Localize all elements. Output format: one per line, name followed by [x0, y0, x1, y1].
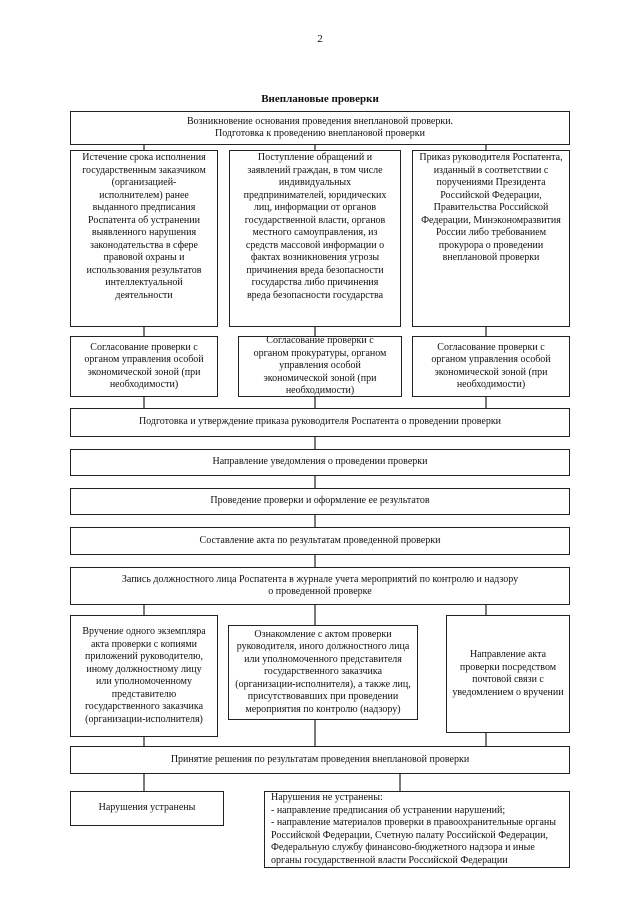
resolved-text: Нарушения устранены — [98, 802, 196, 814]
ground-appeals-text: Поступление обращений и заявлений граждан, в том числе индивидуальных предпринимателей, юридических лиц, информации от органов государственной власти, органов местного самоуправления, из средств массовой информации о фактах возникновения угрозы причинения вреда безопасности государства либо причинения вреда безопасности государства — [243, 152, 387, 301]
notice-text: Направление уведомления о проведении проверки — [212, 456, 428, 468]
conduct-box — [70, 488, 570, 515]
record-box — [70, 567, 570, 605]
deliver-inperson-text: Вручение одного экземпляра акта проверки с копиями приложений руководителю, иному должностному лицу или уполномоченному представителю государственного заказчика (организации-исполнителя) — [82, 626, 206, 725]
agree-prosecutor-box — [238, 336, 402, 397]
agree-sez-box-2 — [412, 336, 570, 397]
agree-prosecutor-text: Согласование проверки с органом прокуратуры, органом управления особой экономической зоной (при необходимости) — [253, 335, 387, 397]
ground-order-text: Приказ руководителя Роспатента, изданный в соответствии с поручениями Президента Российской Федерации, Правительства Российской Федерации, Минэкономразвития России либо требованием прокурора о проведении внеплановой проверки — [419, 152, 563, 263]
act-text: Составление акта по результатам проведенной проверки — [199, 534, 441, 546]
deliver-mail-box — [446, 615, 570, 733]
deliver-inperson-box — [70, 615, 218, 737]
agree-sez-text-2: Согласование проверки с органом управления особой экономической зоной (при необходимости) — [431, 341, 551, 390]
ground-deadline-box — [70, 150, 218, 327]
unresolved-text: Нарушения не устранены: - направление предписания об устранении нарушений; - направление материалов проверки в правоохранительные органы Российской Федерации, Счетную палату Российской Федерации, Федеральную службу финансово-бюджетного надзора и иные органы государственной власти Российской Федерации — [271, 792, 556, 866]
agree-sez-box-1 — [70, 336, 218, 397]
familiarize-box — [228, 625, 418, 720]
order-box — [70, 408, 570, 437]
record-text: Запись должностного лица Роспатента в журнале учета мероприятий по контролю и надзору о проведенной проверке — [121, 573, 519, 597]
conduct-text: Проведение проверки и оформление ее результатов — [210, 495, 430, 507]
familiarize-text: Ознакомление с актом проверки руководителя, иного должностного лица или уполномоченного представителя государственного заказчика (организации-исполнителя), а также лиц, присутствовавших при проведении мероприятия по контролю (надзору) — [235, 628, 411, 715]
act-box — [70, 527, 570, 555]
unresolved-box — [264, 791, 570, 868]
notice-box — [70, 449, 570, 476]
ground-appeals-box — [229, 150, 401, 327]
agree-sez-text-1: Согласование проверки с органом управления особой экономической зоной (при необходимости) — [84, 341, 204, 390]
page-number: 2 — [317, 33, 323, 45]
decision-box — [70, 746, 570, 774]
diagram-title: Внеплановые проверки — [261, 93, 379, 105]
ground-deadline-text: Истечение срока исполнения государственным заказчиком (организацией- исполнителем) ранее выданного предписания Роспатента об устранении выявленного нарушения законодательства в сфере правовой охраны и использования результатов интеллектуальной деятельности — [82, 152, 206, 301]
deliver-mail-text: Направление акта проверки посредством почтовой связи с уведомлением о вручении — [452, 649, 564, 698]
resolved-box — [70, 791, 224, 826]
start-box — [70, 111, 570, 145]
start-text: Возникновение основания проведения внеплановой проверки. Подготовка к проведению внеплановой проверки — [186, 115, 454, 139]
decision-text: Принятие решения по результатам проведения внеплановой проверки — [170, 753, 470, 765]
ground-order-box — [412, 150, 570, 327]
order-text: Подготовка и утверждение приказа руководителя Роспатента о проведении проверки — [138, 416, 502, 428]
